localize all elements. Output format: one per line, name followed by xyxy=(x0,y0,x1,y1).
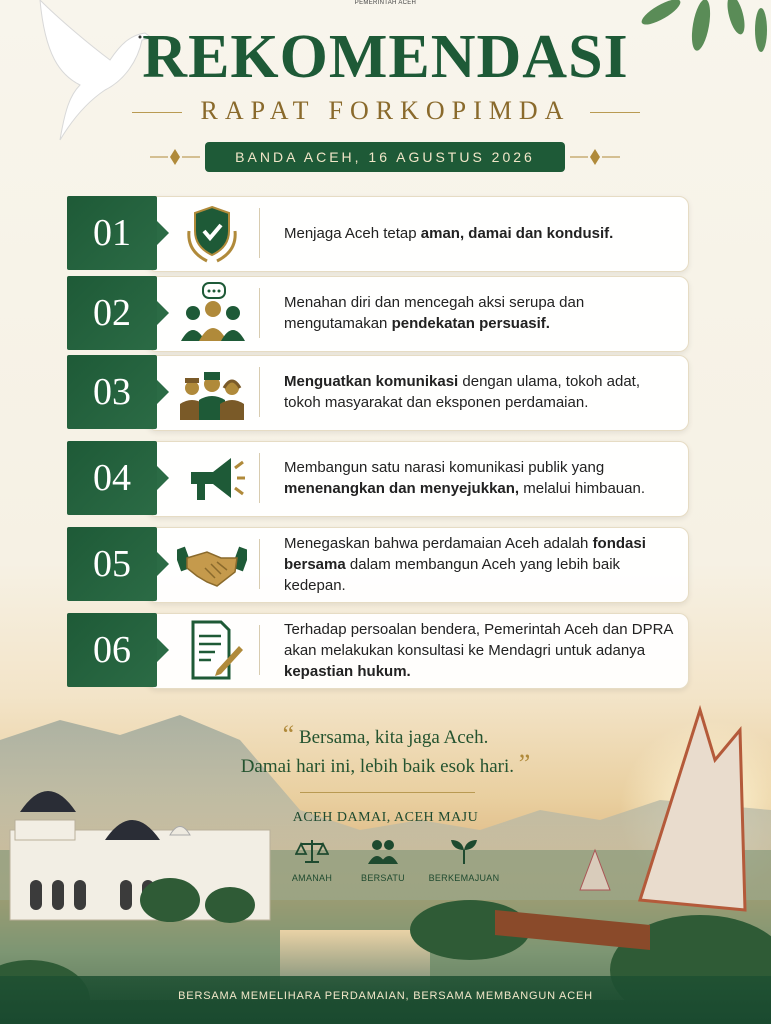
value-bersatu xyxy=(343,838,423,883)
document-pen-icon xyxy=(177,618,247,682)
item-text: Menguatkan komunikasi dengan ulama, tokoh adat, tokoh masyarakat dan eksponen perdamaian. xyxy=(284,373,641,411)
people-icon xyxy=(366,838,400,864)
item-divider xyxy=(259,625,260,675)
item-number: 04 xyxy=(67,441,157,515)
recommendation-item xyxy=(67,613,687,687)
item-divider xyxy=(259,208,260,258)
value-label: AMANAH xyxy=(291,873,333,883)
quote: “ Bersama, kita jaga Aceh. Damai hari ini, lebih baik esok hari. ” xyxy=(240,720,531,778)
scales-icon xyxy=(295,838,329,864)
government-label: PEMERINTAH ACEH xyxy=(354,0,417,6)
footer-text: BERSAMA MEMELIHARA PERDAMAIAN, BERSAMA MEMBANGUN ACEH xyxy=(178,990,593,1002)
value-amanah xyxy=(272,838,352,883)
megaphone-icon xyxy=(177,446,247,510)
item-text: Menegaskan bahwa perdamaian Aceh adalah fondasi bersama dalam membangun Aceh yang lebih baik kedepan. xyxy=(284,534,646,594)
sprout-icon xyxy=(447,838,481,864)
handshake-icon xyxy=(177,532,247,596)
recommendation-item xyxy=(67,441,687,515)
item-divider xyxy=(259,367,260,417)
recommendation-item xyxy=(67,355,687,429)
item-number: 01 xyxy=(67,196,157,270)
item-number: 03 xyxy=(67,355,157,429)
date-label: BANDA ACEH, 16 AGUSTUS 2026 xyxy=(205,142,565,172)
ornament-left-icon xyxy=(150,148,200,166)
item-text: Menjaga Aceh tetap aman, damai dan kondusif. xyxy=(284,224,614,242)
item-divider xyxy=(259,539,260,589)
shield-check-icon xyxy=(177,201,247,265)
item-text: Membangun satu narasi komunikasi publik yang menenangkan dan menyejukkan, melalui himbauan. xyxy=(284,459,645,497)
leaders-icon xyxy=(177,360,247,424)
value-label: BERSATU xyxy=(361,873,405,883)
value-berkemajuan xyxy=(424,838,504,883)
open-quote-icon: “ xyxy=(282,720,295,749)
motto: ACEH DAMAI, ACEH MAJU xyxy=(292,810,479,825)
value-label: BERKEMAJUAN xyxy=(428,873,500,883)
item-divider xyxy=(259,288,260,338)
item-number: 02 xyxy=(67,276,157,350)
recommendation-item xyxy=(67,196,687,270)
page-title: REKOMENDASI xyxy=(142,23,629,91)
divider-line xyxy=(300,792,475,793)
recommendation-item xyxy=(67,527,687,601)
subtitle-row xyxy=(0,96,771,130)
group-chat-icon xyxy=(177,281,247,345)
page-subtitle: RAPAT FORKOPIMDA xyxy=(200,96,571,125)
ornament-right-icon xyxy=(570,148,620,166)
date-banner xyxy=(150,142,620,172)
item-number: 05 xyxy=(67,527,157,601)
close-quote-icon: ” xyxy=(518,749,531,778)
item-text: Menahan diri dan mencegah aksi serupa dan mengutamakan pendekatan persuasif. xyxy=(284,294,585,332)
item-number: 06 xyxy=(67,613,157,687)
recommendation-item xyxy=(67,276,687,350)
item-text: Terhadap persoalan bendera, Pemerintah Aceh dan DPRA akan melakukan konsultasi ke Mendagri untuk adanya kepastian hukum. xyxy=(284,620,673,680)
item-divider xyxy=(259,453,260,503)
